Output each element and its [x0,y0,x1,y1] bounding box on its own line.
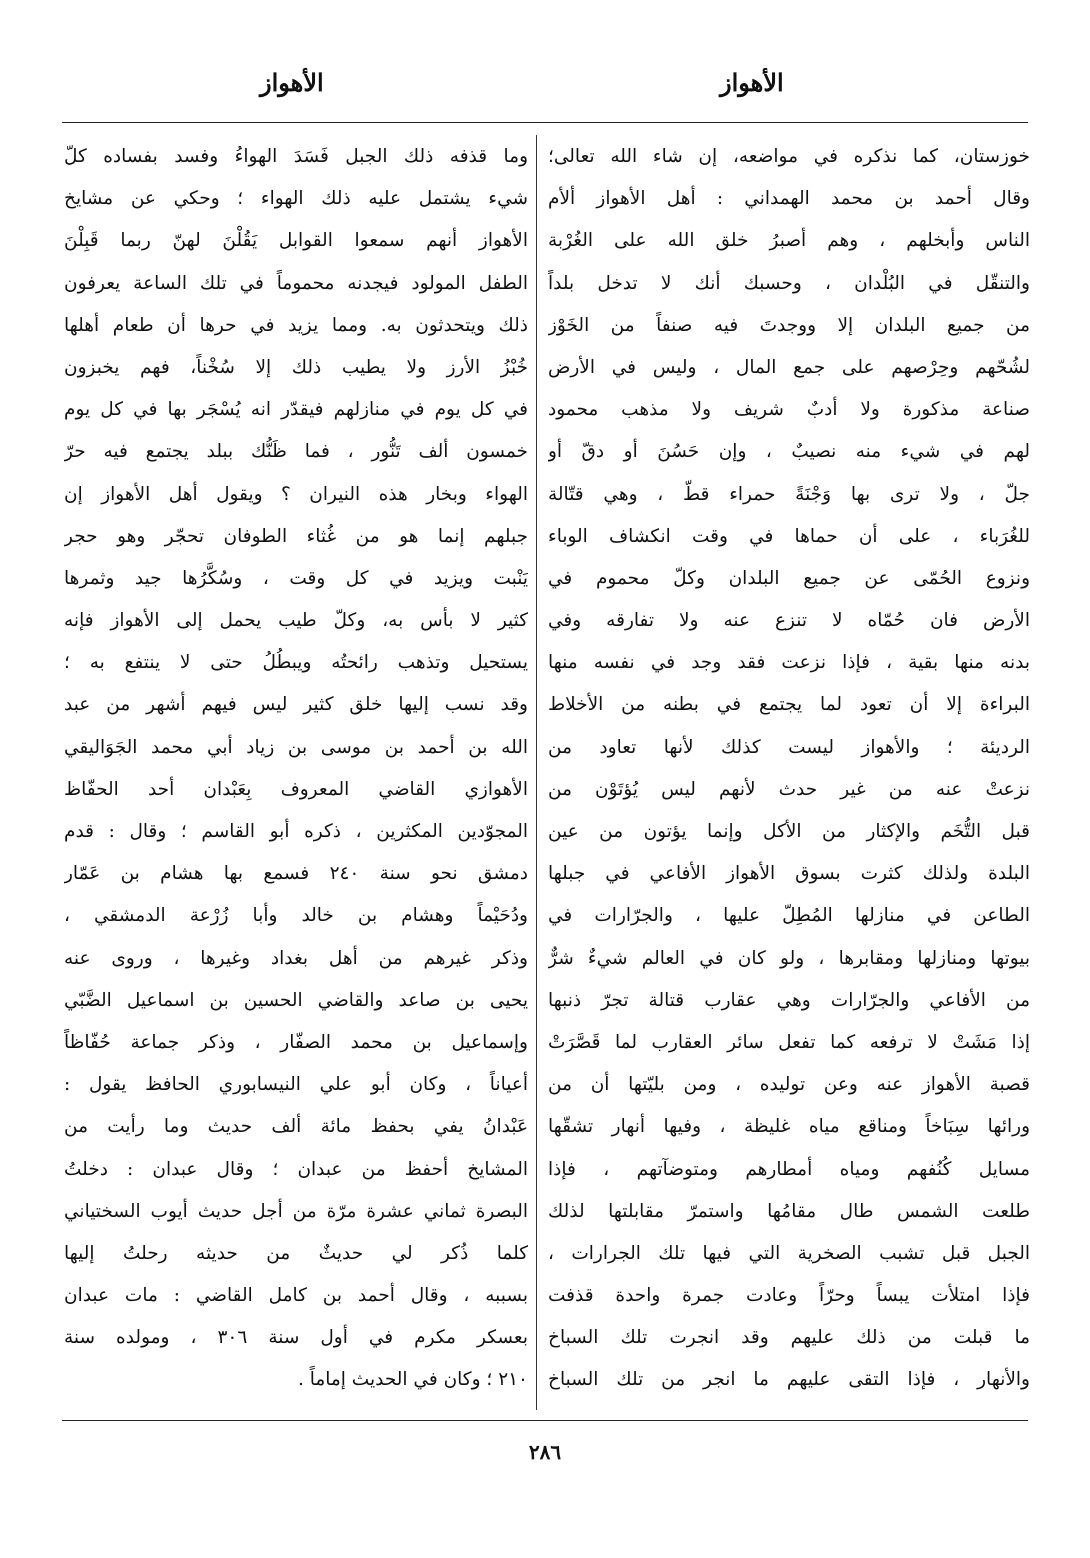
text-line: البصرة ثماني عشرة مرّة من أجل حديث أيوب السختياني [64,1200,528,1222]
text-line: إذا مَشَتْ لا ترفعه كما تفعل سائر العقارب لما قَصَّرَتْ [548,1031,1030,1053]
text-line: وذكر غيرهم من أهل بغداد وغيرها ، وروى عنه [64,947,528,969]
text-line: في كل يوم في منازلهم فيقدّر انه يُسْجَر بها في كل يوم [64,399,528,421]
text-line: البراءة إلا أن تعود لما يجتمع في بطنه من الأخلاط [548,694,1030,716]
text-line: أعياناً ، وكان أبو علي النيسابوري الحافظ يقول : [64,1074,528,1096]
text-line: المشايخ أحفظ من عبدان ؛ وقال عبدان : دخلتُ [64,1158,528,1180]
running-header-left: الأهواز [260,68,324,97]
text-line: ذلك ويتحدثون به. ومما يزيد في حرها أن طعام أهلها [64,314,528,336]
text-line: خمسون ألف تَنُّور ، فما ظَنُّك ببلد يجتمع فيه حرّ [64,441,528,463]
text-line: خُبْزُ الأرز ولا يطيب ذلك إلا سُخْناً، فهم يخبزون [64,356,528,378]
text-line: ورائها سِبَاخاً ومناقع مياه غليظة ، وفيها أنهار تشقّها [548,1116,1030,1138]
page-number: ٢٨٦ [528,1440,562,1464]
running-header-right: الأهواز [720,68,784,97]
text-line: الأهواز أنهم سمعوا القوابل يَقُلْنَ لهنّ ربما قَبِلْنَ [64,230,528,252]
text-line: بيوتها ومنازلها ومقابرها ، ولو كان في العالم شيءٌ شرٌّ [548,947,1030,969]
text-line: المجوّدين المكثرين ، ذكره أبو القاسم ؛ وقال : قدم [64,821,528,842]
text-line: طلعت الشمس طال مقامُها واستمرّ مقابلتها لذلك [548,1200,1030,1222]
text-line: يَنْبت ويزيد في كل وقت ، وسُكَّرُها جيد وثمرها [64,567,528,589]
text-line: وإسماعيل بن محمد الصفّار ، وذكر جماعة حُفّاظاً [64,1031,528,1053]
text-line: وما قذفه ذلك الجبل فَسَدَ الهواءُ وفسد بفساده كلّ [64,146,528,167]
text-line: البلدة ولذلك كثرت بسوق الأهواز الأفاعي في جبلها [548,863,1030,885]
text-line: كثير لا بأس به، وكلّ طيب يحمل إلى الأهواز فإنه [64,610,528,632]
text-line: قبل التُّخَم والإكثار من الأكل وإنما يؤتون من عين [548,821,1030,842]
left-column [64,136,528,1402]
text-line: ونزوع الحُمّى عن جميع البلدان وكلّ محموم في [548,567,1030,589]
text-line: وقد نسب إليها خلق كثير ليس فيهم أشهر من عبد [64,694,528,716]
text-line: ما قبلت من ذلك عليهم وقد انجرت تلك السباخ [548,1327,1030,1349]
text-line: جبلهم إنما هو من غُثاء الطوفان تحجّر وهو حجر [64,525,528,547]
text-line: بدنه منها بقية ، فإذا نزعت فقد وجد في نفسه منها [548,652,1030,674]
text-line: كلما ذُكر لي حديثٌ من حديثه رحلتُ إليها [64,1242,528,1264]
text-line: الجبل قبل تشبب الصخرية التي فيها تلك الجرارات ، [548,1242,1030,1264]
text-line: ٢١٠ ؛ وكان في الحديث إماماً . [297,1369,528,1391]
text-line: والتنقّل في البُلْدان ، وحسبك أنك لا تدخل بلداً [548,272,1030,294]
text-line: بعسكر مكرم في أول سنة ٣٠٦ ، ومولده سنة [64,1327,528,1349]
text-line: نزعتْ عنه من غير حدث لأنهم ليس يُؤتَوْن من [548,778,1030,800]
text-line: الأرض فان حُمّاه لا تنزع عنه ولا تفارقه وفي [548,610,1030,632]
text-line: الرديئة ؛ والأهواز ليست كذلك لأنها تعاود من [548,736,1030,758]
text-line: الناس وأبخلهم ، وهم أصبرُ خلق الله على الغُرْبة [548,230,1030,252]
text-line: يستحيل وتذهب رائحتُه ويبطُلُ حتى لا ينتفع به ؛ [64,652,528,674]
text-line: الأهوازي القاضي المعروف بِعَبْدان أحد الحفّاظ [64,778,528,800]
text-line: الطاعن في منازلها المُطِلّ عليها ، والجرّارات في [548,905,1030,927]
right-column [548,136,1030,1402]
text-line: دمشق نحو سنة ٢٤٠ فسمع بها هشام بن عَمّار [64,863,528,885]
text-line: من جميع البلدان إلا ووجدتَ فيه صنفاً من الخَوْز [548,314,1030,336]
bottom-rule [62,1420,1028,1421]
top-rule [62,122,1028,123]
text-line: بسببه ، وقال أحمد بن كامل القاضي : مات عبدان [64,1285,528,1307]
text-line: لهم في شيء منه نصيبٌ ، وإن حَسُنَ أو دقّ أو [548,441,1030,463]
text-line: لشُحّهم وحِرْصهم على جمع المال ، وليس في الأرض [548,356,1030,378]
text-line: فإذا امتلأت يبساً وحرّاً وعادت جمرة واحدة قذفت [548,1285,1030,1307]
text-line: مسايل كُنُفهم ومياه أمطارهم ومتوضآتهم ، فإذا [548,1158,1030,1180]
text-line: جلّ ، ولا ترى بها وَجْنَةً حمراء قطّ ، وهي قتّالة [548,483,1030,505]
text-line: والأنهار ، فإذا التقى عليهم ما انجر من تلك السباخ [548,1369,1030,1391]
text-line: خوزستان، كما نذكره في مواضعه، إن شاء الله تعالى؛ [548,146,1030,167]
text-line: ودُحَيْماً وهشام بن خالد وأبا زُرْعة الدمشقي ، [64,905,528,927]
text-line: للغُرَباء ، على أن حماها في وقت انكشاف الوباء [548,525,1030,547]
text-line: الهواء وبخار هذه النيران ؟ ويقول أهل الأهواز إن [64,483,528,505]
text-line: صناعة مذكورة ولا أدبٌ شريف ولا مذهب محمود [548,399,1030,421]
text-line: يحيى بن صاعد والقاضي الحسين بن اسماعيل الضَّبّي [64,989,528,1011]
text-line: الله بن أحمد بن موسى بن زياد أبي محمد الجَوَاليقي [64,736,528,758]
text-line: وقال أحمد بن محمد الهمداني : أهل الأهواز ألأم [548,188,1030,210]
text-line: الطفل المولود فيجدنه محموماً في تلك الساعة يعرفون [64,272,528,294]
text-line: من الأفاعي والجرّارات وهي عقارب قتالة تجرّ ذنبها [548,989,1030,1011]
text-line: شيء يشتمل عليه ذلك الهواء ؛ وحكي عن مشايخ [64,188,528,210]
text-line: عَبْدانُ يفي بحفظ مائة ألف حديث وما رأيت من [64,1116,528,1138]
text-line: قصبة الأهواز عنه وعن توليده ، ومن بليّتها أن من [548,1074,1030,1096]
column-divider [536,135,537,1410]
